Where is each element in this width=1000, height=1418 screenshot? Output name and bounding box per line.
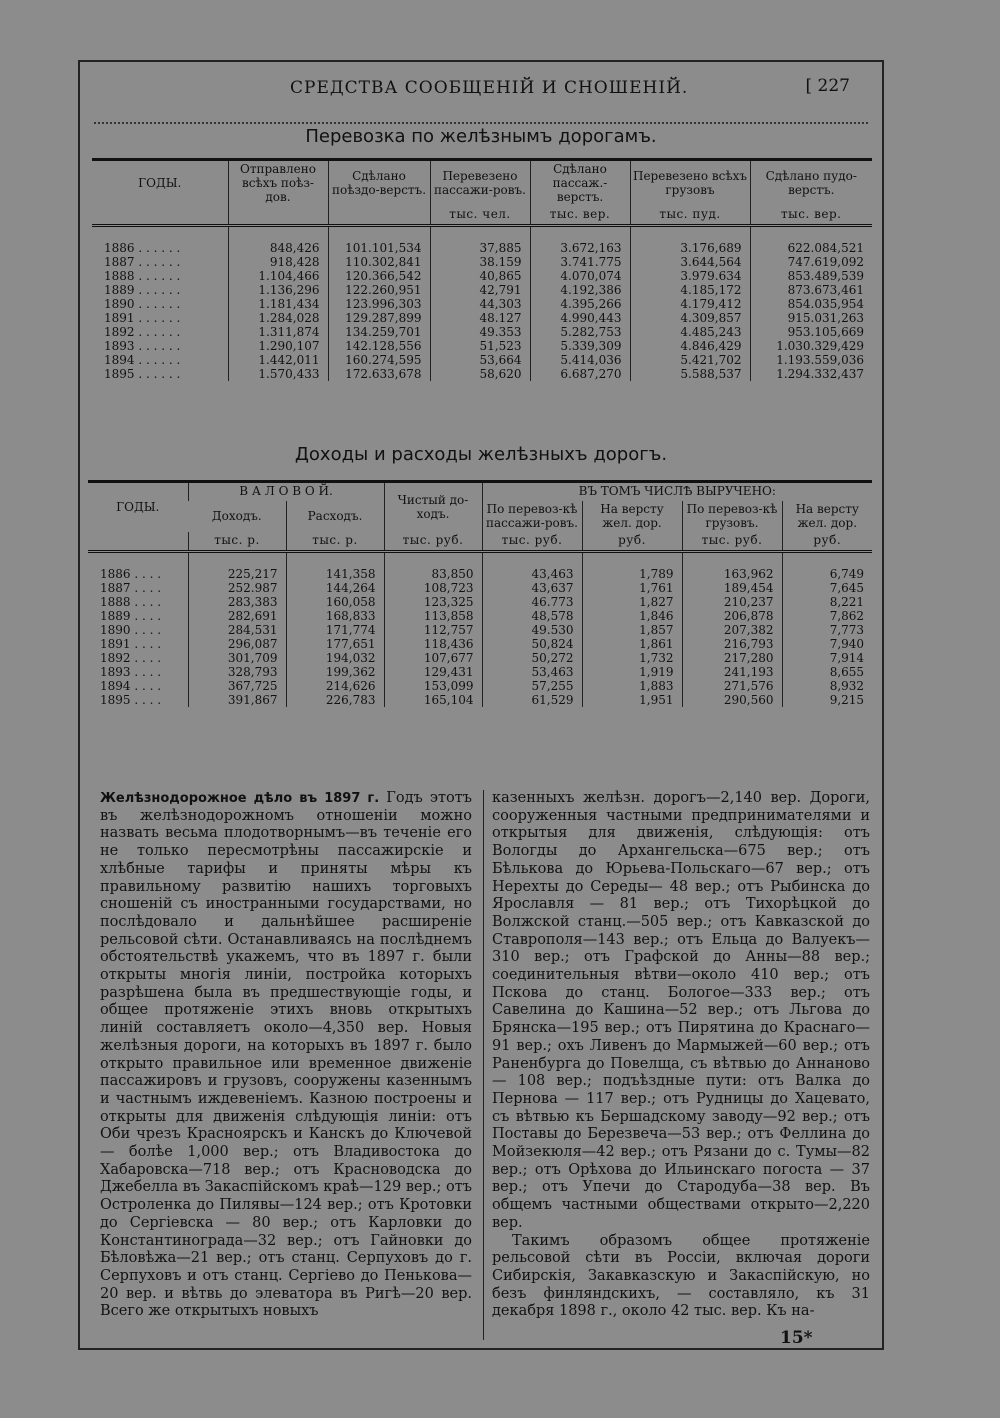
value-cell: 4.846,429 — [630, 339, 750, 353]
table-row — [92, 353, 872, 367]
year-cell: 1887 . . . . . . — [104, 255, 181, 270]
spacer-row — [88, 552, 872, 568]
value-cell: 50,272 — [482, 651, 582, 665]
table1-body — [92, 226, 872, 382]
year-cell: 1895 . . . . . . — [104, 367, 181, 382]
value-cell: 144,264 — [286, 581, 384, 595]
value-cell: 918,428 — [228, 255, 328, 269]
value-cell: 44,303 — [430, 297, 530, 311]
value-cell: 4.395,266 — [530, 297, 630, 311]
value-cell: 301,709 — [188, 651, 286, 665]
value-cell: 1,861 — [582, 637, 682, 651]
spacer-cell — [430, 226, 530, 242]
year-cell: 1890 . . . . — [100, 623, 162, 638]
year-cell: 1893 . . . . . . — [104, 339, 181, 354]
column-divider — [483, 790, 484, 1340]
year-cell: 1886 . . . . . . — [104, 241, 181, 256]
value-cell: 3.176,689 — [630, 241, 750, 255]
value-cell: 113,858 — [384, 609, 482, 623]
value-cell: 199,362 — [286, 665, 384, 679]
value-cell: 367,725 — [188, 679, 286, 693]
value-cell: 4.990,443 — [530, 311, 630, 325]
value-cell: 1.030.329,429 — [750, 339, 872, 353]
value-cell: 1.136,296 — [228, 283, 328, 297]
value-cell: 622.084,521 — [750, 241, 872, 255]
value-cell: 1.294.332,437 — [750, 367, 872, 381]
value-cell: 171,774 — [286, 623, 384, 637]
value-cell: 210,237 — [682, 595, 782, 609]
value-cell: 46.773 — [482, 595, 582, 609]
year-cell: 1887 . . . . — [100, 581, 162, 596]
value-cell: 120.366,542 — [328, 269, 430, 283]
unit-cell: тыс. вер. — [750, 206, 872, 225]
value-cell: 53,664 — [430, 353, 530, 367]
table-row — [88, 679, 872, 693]
table-row — [92, 339, 872, 353]
unit-cell — [328, 206, 430, 225]
header-per-verst-passenger: На версту жел. дор. — [582, 501, 682, 533]
value-cell: 1.181,434 — [228, 297, 328, 311]
header-freight-revenue: По перевоз-кѣ грузовъ. — [682, 501, 782, 533]
unit-cell — [88, 532, 188, 551]
table-revenue — [88, 480, 872, 707]
year-cell: 1895 . . . . — [100, 693, 162, 708]
value-cell: 1,732 — [582, 651, 682, 665]
spacer-cell — [682, 552, 782, 568]
header-passenger-revenue: По перевоз-кѣ пассажи-ровъ. — [482, 501, 582, 533]
spacer-cell — [328, 226, 430, 242]
spacer-cell — [188, 552, 286, 568]
value-cell: 214,626 — [286, 679, 384, 693]
value-cell: 290,560 — [682, 693, 782, 707]
text-column-left — [100, 790, 472, 1321]
value-cell: 271,576 — [682, 679, 782, 693]
spacer-cell — [228, 226, 328, 242]
spacer-row — [92, 226, 872, 242]
value-cell: 118,436 — [384, 637, 482, 651]
value-cell: 134.259,701 — [328, 325, 430, 339]
value-cell: 9,215 — [782, 693, 872, 707]
unit-cell: тыс. вер. — [530, 206, 630, 225]
header-years: ГОДЫ. — [138, 175, 182, 190]
value-cell: 8,932 — [782, 679, 872, 693]
unit-cell — [92, 206, 228, 225]
value-cell: 83,850 — [384, 567, 482, 581]
value-cell: 42,791 — [430, 283, 530, 297]
value-cell: 1,846 — [582, 609, 682, 623]
value-cell: 172.633,678 — [328, 367, 430, 381]
spacer-cell — [582, 552, 682, 568]
table-row — [88, 665, 872, 679]
header-income: Доходъ. — [211, 508, 262, 523]
value-cell: 3.741.775 — [530, 255, 630, 269]
header-of-which: ВЪ ТОМЪ ЧИСЛѢ ВЫРУЧЕНО: — [482, 482, 872, 501]
year-cell: 1892 . . . . — [100, 651, 162, 666]
year-cell: 1890 . . . . . . — [104, 297, 181, 312]
value-cell: 282,691 — [188, 609, 286, 623]
year-cell: 1894 . . . . . . — [104, 353, 181, 368]
year-cell: 1892 . . . . . . — [104, 325, 181, 340]
value-cell: 284,531 — [188, 623, 286, 637]
value-cell: 123.996,303 — [328, 297, 430, 311]
value-cell: 4.192,386 — [530, 283, 630, 297]
value-cell: 1.311,874 — [228, 325, 328, 339]
value-cell: 57,255 — [482, 679, 582, 693]
value-cell: 391,867 — [188, 693, 286, 707]
value-cell: 1,789 — [582, 567, 682, 581]
year-cell: 1891 . . . . — [100, 637, 162, 652]
unit-cell: руб. — [782, 532, 872, 551]
value-cell: 8,221 — [782, 595, 872, 609]
value-cell: 853.489,539 — [750, 269, 872, 283]
value-cell: 4.179,412 — [630, 297, 750, 311]
value-cell: 7,914 — [782, 651, 872, 665]
table-row — [92, 297, 872, 311]
value-cell: 3.672,163 — [530, 241, 630, 255]
spacer-cell — [286, 552, 384, 568]
value-cell: 6,749 — [782, 567, 872, 581]
table-row — [92, 283, 872, 297]
value-cell: 7,862 — [782, 609, 872, 623]
value-cell: 50,824 — [482, 637, 582, 651]
unit-cell: тыс. руб. — [482, 532, 582, 551]
table2-title: Доходы и расходы желѣзныхъ дорогъ. — [294, 444, 668, 465]
value-cell: 848,426 — [228, 241, 328, 255]
value-cell: 5.421,702 — [630, 353, 750, 367]
value-cell: 40,865 — [430, 269, 530, 283]
value-cell: 4.485,243 — [630, 325, 750, 339]
table-row — [92, 241, 872, 255]
value-cell: 129.287,899 — [328, 311, 430, 325]
header-years: ГОДЫ. — [116, 499, 160, 514]
value-cell: 110.302,841 — [328, 255, 430, 269]
header-pood-versts: Сдѣлано пудо-верстъ. — [750, 160, 872, 207]
value-cell: 225,217 — [188, 567, 286, 581]
table-row — [92, 367, 872, 381]
unit-cell: тыс. пуд. — [630, 206, 750, 225]
header-per-verst-freight: На версту жел. дор. — [782, 501, 872, 533]
unit-cell: тыс. чел. — [430, 206, 530, 225]
spacer-cell — [750, 226, 872, 242]
table1-title: Перевозка по желѣзнымъ дорогамъ. — [305, 126, 657, 147]
year-cell: 1894 . . . . — [100, 679, 162, 694]
spacer-cell — [92, 226, 228, 242]
table-row — [92, 255, 872, 269]
value-cell: 5.588,537 — [630, 367, 750, 381]
year-cell: 1891 . . . . . . — [104, 311, 181, 326]
value-cell: 1,919 — [582, 665, 682, 679]
running-header — [80, 74, 882, 104]
value-cell: 4.309,857 — [630, 311, 750, 325]
value-cell: 123,325 — [384, 595, 482, 609]
value-cell: 8,655 — [782, 665, 872, 679]
value-cell: 142.128,556 — [328, 339, 430, 353]
header-rule — [94, 114, 868, 124]
value-cell: 165,104 — [384, 693, 482, 707]
value-cell: 101.101,534 — [328, 241, 430, 255]
year-cell: 1889 . . . . — [100, 609, 162, 624]
running-title: СРЕДСТВА СООБЩЕНІЙ И СНОШЕНІЙ. — [290, 78, 689, 98]
value-cell: 7,940 — [782, 637, 872, 651]
value-cell: 1,761 — [582, 581, 682, 595]
document-page — [78, 60, 884, 1350]
value-cell: 168,833 — [286, 609, 384, 623]
value-cell: 163,962 — [682, 567, 782, 581]
value-cell: 160.274,595 — [328, 353, 430, 367]
paragraph-left: Годъ этотъ въ желѣзнодорожномъ отношеніи можно назвать весьма плодотворнымъ—въ теченіе его не только пересмотрѣны пассажирскіе и хлѣбные тарифы и приняты мѣры къ правильному развитію нашихъ торговыхъ сношеній съ иностранными государствами, но послѣдовало и дальнѣйшее расширеніе рельсовой сѣти. Останавливаясь на послѣднемъ обстоятельствѣ укажемъ, что въ 1897 г. были открыты многія линіи, постройка которыхъ разрѣшена была въ предшествующіе годы, и общее протяженіе этихъ вновь открытыхъ линій составляетъ около—4,350 вер. Новыя желѣзныя дороги, на которыхъ въ 1897 г. было открыто правильное или временное движеніе пассажировъ и грузовъ, сооружены казеннымъ и частнымъ иждевеніемъ. Казною построены и открыты для движенія слѣдующія линіи: отъ Оби чрезъ Красноярскъ и Канскъ до Ключевой — болѣе 1,000 вер.; отъ Владивостока до Хабаровска—718 вер.; отъ Красноводска до Джебелла въ Закаспійскомъ краѣ—129 вер.; отъ Остроленка до Пилявы—124 вер.; отъ Кротовки до Сергіевска — 80 вер.; отъ Карловки до Константинограда—32 вер.; отъ Гайновки до Бѣловѣжа—21 вер.; отъ станц. Серпуховъ до г. Серпуховъ и отъ станц. Сергіево до Пенькова—20 вер. и вѣтвь до элеватора въ Ригѣ—20 вер. Всего же открытыхъ новыхъ — [100, 790, 473, 1320]
value-cell: 112,757 — [384, 623, 482, 637]
table-row — [88, 693, 872, 707]
value-cell: 328,793 — [188, 665, 286, 679]
value-cell: 48.127 — [430, 311, 530, 325]
table2-body — [88, 552, 872, 708]
value-cell: 1,827 — [582, 595, 682, 609]
unit-cell: тыс. р. — [286, 532, 384, 551]
value-cell: 1.442,011 — [228, 353, 328, 367]
value-cell: 206,878 — [682, 609, 782, 623]
value-cell: 4.185,172 — [630, 283, 750, 297]
value-cell: 177,651 — [286, 637, 384, 651]
table-row — [88, 581, 872, 595]
year-cell: 1888 . . . . . . — [104, 269, 181, 284]
table-transport — [92, 158, 872, 381]
value-cell: 38.159 — [430, 255, 530, 269]
spacer-cell — [482, 552, 582, 568]
table-row — [92, 325, 872, 339]
value-cell: 53,463 — [482, 665, 582, 679]
value-cell: 51,523 — [430, 339, 530, 353]
spacer-cell — [630, 226, 750, 242]
unit-cell: тыс. р. — [188, 532, 286, 551]
value-cell: 4.070,074 — [530, 269, 630, 283]
value-cell: 953.105,669 — [750, 325, 872, 339]
value-cell: 296,087 — [188, 637, 286, 651]
header-passenger-versts: Сдѣлано пассаж.-верстъ. — [530, 160, 630, 207]
spacer-cell — [88, 552, 188, 568]
value-cell: 1.284,028 — [228, 311, 328, 325]
value-cell: 252.987 — [188, 581, 286, 595]
header-passengers: Перевезено пассажи-ровъ. — [430, 160, 530, 207]
spacer-cell — [384, 552, 482, 568]
value-cell: 241,193 — [682, 665, 782, 679]
value-cell: 194,032 — [286, 651, 384, 665]
header-freight: Перевезено всѣхъ грузовъ — [630, 160, 750, 207]
value-cell: 1,883 — [582, 679, 682, 693]
value-cell: 108,723 — [384, 581, 482, 595]
value-cell: 1.570,433 — [228, 367, 328, 381]
value-cell: 43,637 — [482, 581, 582, 595]
value-cell: 216,793 — [682, 637, 782, 651]
value-cell: 107,677 — [384, 651, 482, 665]
page-number: [ 227 — [805, 76, 850, 96]
value-cell: 226,783 — [286, 693, 384, 707]
header-expense: Расходъ. — [286, 501, 384, 533]
year-cell: 1889 . . . . . . — [104, 283, 181, 298]
value-cell: 7,773 — [782, 623, 872, 637]
value-cell: 5.414,036 — [530, 353, 630, 367]
header-gross: В А Л О В О Й. — [188, 482, 384, 501]
value-cell: 854.035,954 — [750, 297, 872, 311]
unit-cell — [228, 206, 328, 225]
value-cell: 153,099 — [384, 679, 482, 693]
value-cell: 49.353 — [430, 325, 530, 339]
year-cell: 1893 . . . . — [100, 665, 162, 680]
value-cell: 6.687,270 — [530, 367, 630, 381]
value-cell: 122.260,951 — [328, 283, 430, 297]
value-cell: 37,885 — [430, 241, 530, 255]
value-cell: 43,463 — [482, 567, 582, 581]
table-row — [88, 651, 872, 665]
value-cell: 217,280 — [682, 651, 782, 665]
value-cell: 160,058 — [286, 595, 384, 609]
value-cell: 873.673,461 — [750, 283, 872, 297]
table-row — [88, 595, 872, 609]
table-row — [88, 637, 872, 651]
header-net: Чистый до-ходъ. — [384, 482, 482, 533]
unit-cell: тыс. руб. — [682, 532, 782, 551]
spacer-cell — [782, 552, 872, 568]
value-cell: 61,529 — [482, 693, 582, 707]
text-column-right — [492, 790, 870, 1321]
value-cell: 189,454 — [682, 581, 782, 595]
value-cell: 1.193.559,036 — [750, 353, 872, 367]
table-row — [92, 311, 872, 325]
value-cell: 3.979.634 — [630, 269, 750, 283]
paragraph-right-2: Такимъ образомъ общее протяженіе рельсовой сѣти въ Россіи, включая дороги Сибирскія, Закавказскую и Закаспійскую, но безъ финляндскихъ, — составляло, къ 31 декабря 1898 г., около 42 тыс. вер. Къ на- — [492, 1232, 870, 1320]
value-cell: 58,620 — [430, 367, 530, 381]
table-row — [92, 269, 872, 283]
value-cell: 207,382 — [682, 623, 782, 637]
unit-cell: тыс. руб. — [384, 532, 482, 551]
value-cell: 1,951 — [582, 693, 682, 707]
header-trains: Отправлено всѣхъ поѣз-дов. — [228, 160, 328, 207]
value-cell: 129,431 — [384, 665, 482, 679]
value-cell: 7,645 — [782, 581, 872, 595]
value-cell: 1.104,466 — [228, 269, 328, 283]
header-train-versts: Сдѣлано поѣздо-верстъ. — [328, 160, 430, 207]
value-cell: 48,578 — [482, 609, 582, 623]
value-cell: 5.282,753 — [530, 325, 630, 339]
value-cell: 3.644,564 — [630, 255, 750, 269]
table-row — [88, 609, 872, 623]
value-cell: 49.530 — [482, 623, 582, 637]
value-cell: 747.619,092 — [750, 255, 872, 269]
value-cell: 1.290,107 — [228, 339, 328, 353]
paragraph-right-1: казенныхъ желѣзн. дорогъ—2,140 вер. Дороги, сооруженныя частными предпринимателями и открытыя для движенія, слѣдующія: отъ Вологды до Архангельска—675 вер.; отъ Бѣлькова до Юрьева-Польскаго—67 вер.; отъ Нерехты до Середы— 48 вер.; отъ Рыбинска до Ярославля — 81 вер.; отъ Тихорѣцкой до Волжской станц.—505 вер.; отъ Кавказской до Ставрополя—143 вер.; отъ Ельца до Валуекъ—310 вер.; отъ Графской до Анны—88 вер.; соединительныя вѣтви—около 410 вер.; отъ Пскова до станц. Бологое—333 вер.; отъ Савелина до Кашина—52 вер.; отъ Льгова до Брянска—195 вер.; отъ Пирятина до Краснаго—91 вер.; охъ Ливенъ до Мармыжей—60 вер.; отъ Раненбурга до Повелща, съ вѣтвью до Аннаново — 108 вер.; подъѣздные пути: отъ Валка до Пернова — 117 вер.; отъ Рудницы до Хацевато, съ вѣтвью къ Бершадскому заводу—92 вер.; отъ Поставы до Березвеча—53 вер.; отъ Феллина до Мойзекюля—42 вер.; отъ Рязани до с. Тумы—82 вер.; отъ Орѣхова до Ильинскаго погоста — 37 вер.; отъ Упечи до Стародуба—38 вер. Въ общемъ частными обществами открыто—2,220 вер. — [492, 790, 870, 1231]
signature-mark: 15* — [780, 1328, 813, 1348]
spacer-cell — [530, 226, 630, 242]
paragraph-lead: Желѣзнодорожное дѣло въ 1897 г. — [100, 791, 380, 806]
table-row — [88, 623, 872, 637]
value-cell: 915.031,263 — [750, 311, 872, 325]
table-row — [88, 567, 872, 581]
value-cell: 5.339,309 — [530, 339, 630, 353]
year-cell: 1886 . . . . — [100, 567, 162, 582]
value-cell: 141,358 — [286, 567, 384, 581]
unit-cell: руб. — [582, 532, 682, 551]
year-cell: 1888 . . . . — [100, 595, 162, 610]
value-cell: 1,857 — [582, 623, 682, 637]
value-cell: 283,383 — [188, 595, 286, 609]
